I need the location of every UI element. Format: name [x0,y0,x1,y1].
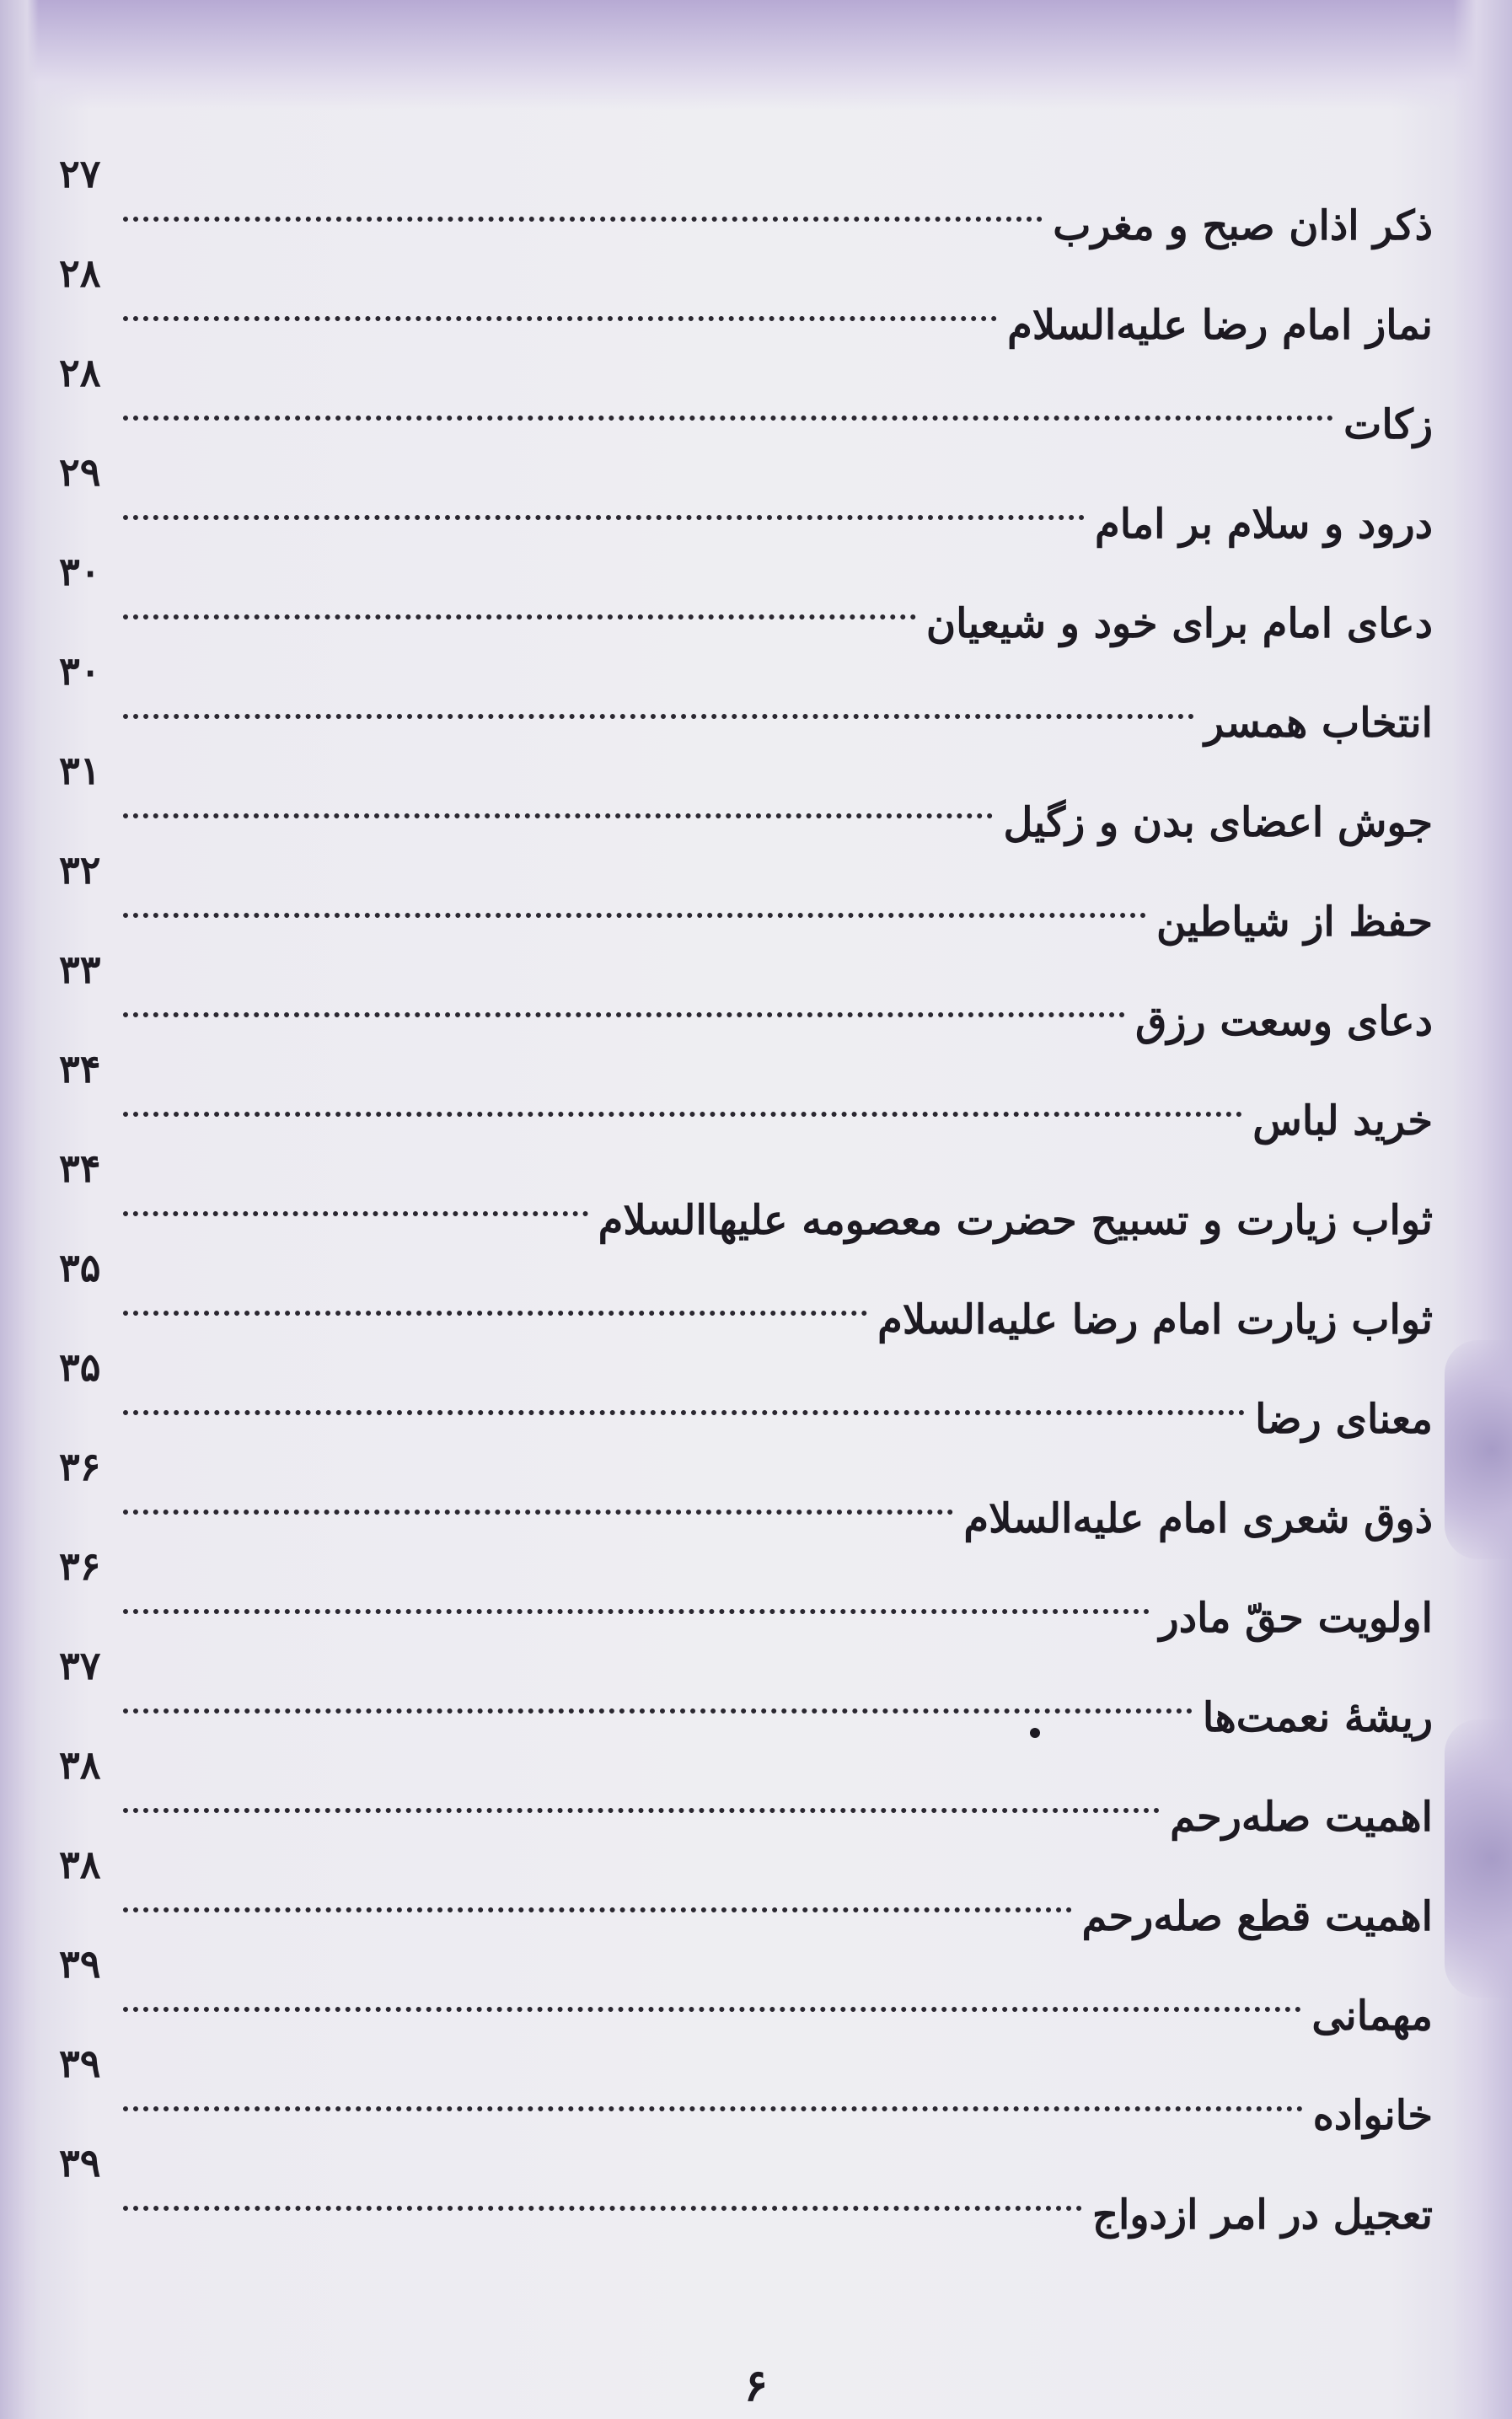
dot-leader [123,1012,1125,1017]
toc-entry-title: ریشهٔ نعمت‌ها [1202,1694,1433,1741]
dot-leader [123,714,1194,719]
table-of-contents [59,151,1433,2245]
toc-entry-page: ۳۹ [59,2140,101,2186]
dot-leader [123,515,1085,520]
toc-entry-page: ۳۰ [59,549,101,594]
toc-entry-title: ذوق شعری امام علیه‌السلام [963,1495,1433,1542]
toc-entry [59,449,1433,554]
toc-entry-title: جوش اعضای بدن و زگیل [1003,799,1433,846]
dot-leader [123,1311,867,1316]
toc-entry-title: اهمیت قطع صله‌رحم [1081,1893,1433,1940]
toc-entry-title: نماز امام رضا علیه‌السلام [1007,302,1433,349]
toc-entry-title: خانواده [1312,2092,1433,2139]
toc-entry [59,1245,1433,1349]
toc-entry [59,1145,1433,1250]
toc-entry [59,350,1433,454]
toc-entry [59,250,1433,355]
toc-entry-title: انتخاب همسر [1204,700,1433,747]
toc-entry-page: ۳۲ [59,847,101,893]
toc-entry [59,947,1433,1051]
toc-entry [59,1842,1433,1946]
dot-leader [123,1808,1160,1813]
dot-leader [123,913,1146,918]
dot-leader [123,614,916,620]
toc-entry [59,847,1433,952]
toc-entry-page: ۳۰ [59,648,101,694]
toc-entry-page: ۲۸ [59,250,101,296]
toc-entry-page: ۳۴ [59,1145,101,1191]
toc-entry-page: ۲۸ [59,350,101,395]
toc-entry-page: ۳۵ [59,1245,101,1290]
dot-leader [123,2106,1303,2111]
toc-entry [59,1344,1433,1449]
toc-entry-title: اهمیت صله‌رحم [1170,1794,1433,1841]
toc-entry-page: ۳۶ [59,1543,101,1589]
toc-entry-title: حفظ از شیاطین [1155,898,1433,946]
ink-dot [1030,1728,1040,1738]
toc-entry [59,549,1433,653]
toc-entry [59,1941,1433,2046]
toc-entry [59,1046,1433,1150]
dot-leader [123,416,1333,421]
toc-entry-page: ۳۷ [59,1643,101,1688]
toc-entry-title: زکات [1343,401,1433,448]
toc-entry-title: خرید لباس [1252,1097,1433,1145]
toc-entry-title: ذکر اذان صبح و مغرب [1053,202,1433,249]
toc-entry [59,1543,1433,1648]
dot-leader [123,1609,1150,1614]
dot-leader [123,316,997,321]
decorative-left-edge [0,0,39,2419]
decorative-ornament [1445,1719,1512,1998]
toc-entry-title: دعای وسعت رزق [1135,998,1433,1045]
toc-entry [59,1444,1433,1548]
toc-entry-title: درود و سلام بر امام [1095,501,1433,548]
dot-leader [123,1410,1245,1415]
toc-entry [59,1643,1433,1747]
toc-entry-page: ۳۸ [59,1842,101,1887]
dot-leader [123,217,1043,222]
toc-entry [59,1742,1433,1847]
toc-entry-page: ۳۸ [59,1742,101,1788]
toc-entry-page: ۳۹ [59,2041,101,2086]
dot-leader [123,1708,1193,1714]
dot-leader [123,1510,953,1515]
toc-entry [59,2041,1433,2145]
toc-entry [59,2140,1433,2245]
toc-entry-page: ۲۹ [59,449,101,495]
toc-entry-page: ۳۴ [59,1046,101,1092]
toc-entry-page: ۳۳ [59,947,101,992]
dot-leader [123,2206,1082,2211]
toc-entry [59,151,1433,255]
page-number: ۶ [744,2360,768,2411]
toc-entry-title: دعای امام برای خود و شیعیان [925,600,1433,647]
toc-entry-page: ۳۱ [59,748,101,793]
decorative-top-border [0,0,1512,110]
toc-entry-page: ۲۷ [59,151,101,196]
toc-entry-page: ۳۶ [59,1444,101,1489]
toc-entry-title: ثواب زیارت امام رضا علیه‌السلام [877,1296,1433,1344]
toc-entry [59,748,1433,852]
decorative-ornament [1445,1340,1512,1559]
dot-leader [123,1211,588,1216]
decorative-right-edge [1453,0,1512,2419]
dot-leader [123,1907,1072,1912]
toc-entry-page: ۳۹ [59,1941,101,1987]
toc-entry-title: ثواب زیارت و تسبیح حضرت معصومه علیهاالسلام [598,1197,1433,1244]
toc-entry-title: مهمانی [1311,1993,1433,2040]
dot-leader [123,1112,1242,1117]
toc-entry-title: معنای رضا [1255,1396,1433,1443]
toc-entry [59,648,1433,753]
dot-leader [123,2007,1301,2012]
toc-entry-title: اولویت حقّ مادر [1159,1595,1433,1642]
toc-entry-page: ۳۵ [59,1344,101,1390]
toc-entry-title: تعجیل در امر ازدواج [1092,2191,1433,2239]
dot-leader [123,813,993,818]
